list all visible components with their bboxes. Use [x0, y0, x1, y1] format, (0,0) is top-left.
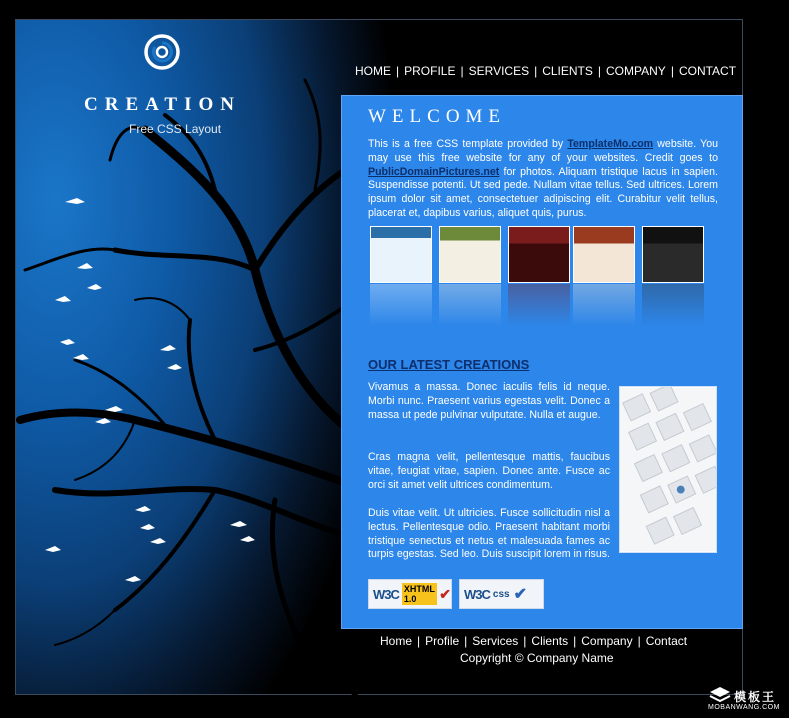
- nav-home[interactable]: HOME: [355, 64, 391, 78]
- top-nav: [355, 64, 736, 78]
- intro-part: for photos. Aliquam tristique lacus in sapien. Suspendisse potenti. Ut sed pede. Nullam vitae tellus. Sed ultrices. Lorem ipsum dolor sit amet, consectetuer adipiscing elit. Curabitur velit tellus, placerat et, dapibus varius, aliquet quis, purus.: [368, 165, 718, 219]
- css-valid-badge[interactable]: [459, 579, 544, 609]
- thumbnail-2[interactable]: [439, 226, 501, 283]
- brand-logo-icon: [708, 686, 732, 704]
- footer-nav-services[interactable]: Services: [472, 634, 519, 648]
- footer-nav-company[interactable]: Company: [581, 634, 633, 648]
- nav-contact[interactable]: CONTACT: [678, 64, 737, 78]
- intro-text: [368, 138, 718, 221]
- nav-services[interactable]: SERVICES: [468, 64, 530, 78]
- brand-url: MOBANWANG.COM: [708, 704, 780, 711]
- footer-nav-contact[interactable]: Contact: [645, 634, 688, 648]
- thumbnail-3[interactable]: [508, 226, 570, 283]
- latest-paragraph-1: Vivamus a massa. Donec iaculis felis id neque. Morbi nunc. Praesent varius egestas velit. Donec a massa ut pede pulvinar vulputate. Nulla et augue.: [368, 381, 610, 421]
- w3c-logo: W3C: [373, 586, 399, 602]
- template-thumbnails: [370, 226, 708, 336]
- footer-nav-home[interactable]: Home: [380, 634, 413, 648]
- checkmark-icon: ✔: [513, 586, 527, 603]
- thumbnail-reflection: [439, 284, 501, 326]
- thumbnail-1[interactable]: [370, 226, 432, 283]
- nav-separator: |: [460, 64, 464, 78]
- nav-separator: |: [464, 634, 468, 648]
- nav-separator: |: [573, 634, 577, 648]
- nav-separator: |: [523, 634, 527, 648]
- nav-profile[interactable]: PROFILE: [404, 64, 456, 78]
- brand-name: 模板王: [734, 690, 777, 704]
- w3c-logo: W3C: [464, 586, 490, 602]
- intro-part: website. You may use this free website for any of your websites. Credit goes to: [368, 138, 718, 164]
- swirl-logo-icon: [144, 34, 180, 70]
- thumbnail-reflection: [642, 284, 704, 326]
- keyboard-photo: [619, 386, 717, 553]
- nav-separator: |: [396, 64, 400, 78]
- copyright: Copyright © Company Name: [460, 651, 614, 665]
- nav-separator: |: [637, 634, 641, 648]
- latest-paragraph-2: Cras magna velit, pellentesque mattis, faucibus vitae, feugiat vitae, sapien. Donec ante. Fusce ac orci sit amet velit ultrices condimentum.: [368, 451, 610, 491]
- templatemo-link[interactable]: TemplateMo.com: [567, 138, 654, 150]
- xhtml-valid-badge[interactable]: [368, 579, 452, 609]
- nav-company[interactable]: COMPANY: [606, 64, 666, 78]
- publicdomain-link[interactable]: PublicDomainPictures.net: [368, 165, 500, 178]
- content-panel: [341, 95, 743, 629]
- thumbnail-reflection: [573, 284, 635, 326]
- brand-watermark: [704, 684, 786, 716]
- footer-nav-clients[interactable]: Clients: [531, 634, 569, 648]
- footer-nav-profile[interactable]: Profile: [425, 634, 460, 648]
- nav-separator: |: [670, 64, 674, 78]
- nav-clients[interactable]: CLIENTS: [542, 64, 593, 78]
- css-label: css: [492, 588, 510, 600]
- nav-separator: |: [597, 64, 602, 78]
- nav-separator: |: [534, 64, 538, 78]
- thumbnail-5[interactable]: [642, 226, 704, 283]
- welcome-heading: WELCOME: [368, 106, 507, 127]
- footer-nav: [380, 634, 687, 648]
- latest-creations-heading[interactable]: OUR LATEST CREATIONS: [368, 357, 530, 372]
- nav-separator: |: [417, 634, 421, 648]
- site-subtitle: Free CSS Layout: [129, 122, 222, 136]
- intro-part: This is a free CSS template provided by: [368, 138, 568, 150]
- site-title: CREATION: [84, 94, 241, 115]
- thumbnail-reflection: [370, 284, 432, 326]
- checkmark-icon: ✔: [439, 585, 451, 602]
- xhtml-label: XHTML 1.0: [402, 583, 437, 605]
- latest-paragraph-3: Duis vitae velit. Ut ultricies. Fusce sollicitudin nisl a lectus. Pellentesque odio. Praesent habitant morbi tristique senectus et netus et malesuada fames ac turpis egestas. Sed leo. Duis suscipit lorem in risus.: [368, 507, 610, 561]
- thumbnail-reflection: [508, 284, 570, 326]
- thumbnail-4[interactable]: [573, 226, 635, 283]
